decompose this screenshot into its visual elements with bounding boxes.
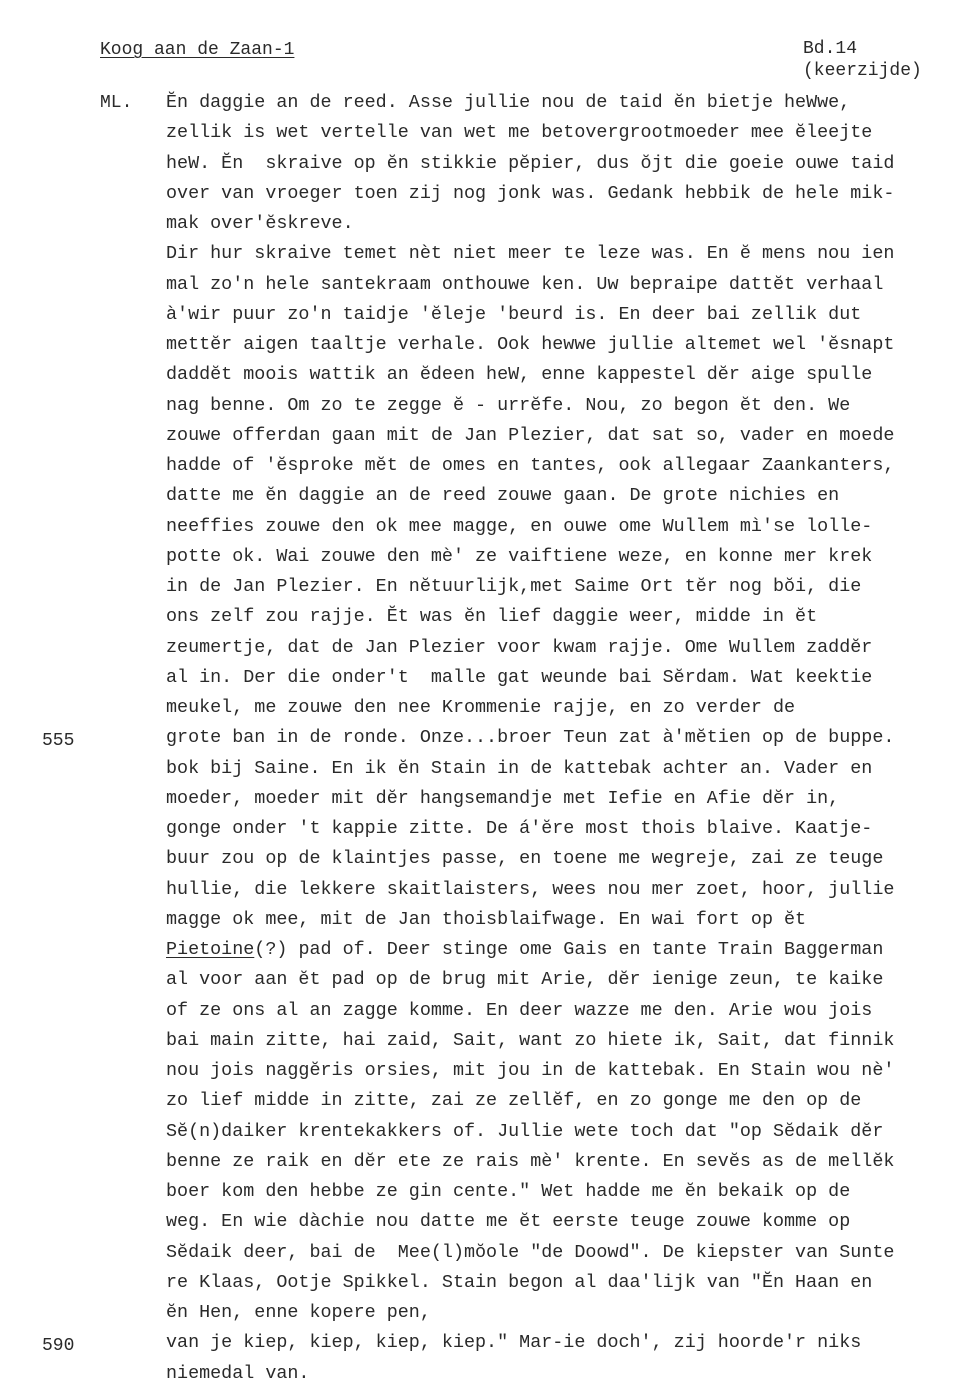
transcript-line: in de Jan Plezier. En nĕtuurlijk,met Saime Ort tĕr nog bŏi, die: [166, 576, 862, 597]
transcript-line: nag benne. Om zo te zegge ĕ - urrĕfe. Nou, zo begon ĕt den. We: [166, 394, 851, 416]
transcript-line: mettĕr aigen taaltje verhale. Ook hewwe jullie altemet wel 'ĕsnapt: [166, 334, 895, 355]
document-title: Koog aan de Zaan-1: [100, 40, 295, 60]
transcript-line: Sĕ(n)daiker krentekakkers of. Jullie wete toch dat "op Sĕdaik dĕr: [166, 1120, 884, 1142]
reference-side: (keerzijde): [803, 61, 922, 81]
transcript-line: zouwe offerdan gaan mit de Jan Plezier, dat sat so, vader en moede: [166, 424, 895, 446]
transcript-body: [166, 91, 979, 1392]
transcript-line: moeder, moeder mit dĕr hangsemandje met Iefie en Afie dĕr in,: [166, 787, 840, 809]
transcript-line: hadde of 'ĕsproke mĕt de omes en tantes, ook allegaar Zaankanters,: [166, 455, 895, 476]
transcript-line: hullie, die lekkere skaitlaisters, wees nou mer zoet, hoor, jullie: [166, 878, 895, 900]
transcript-line: over van vroeger toen zij nog jonk was. Gedank hebbik de hele mik-: [166, 182, 895, 204]
transcript-line: nou jois naggĕris orsies, mit jou in de kattebak. En Stain wou nè': [166, 1060, 895, 1081]
transcript-line: re Klaas, Ootje Spikkel. Stain begon al daa'lijk van "Ĕn Haan en: [166, 1271, 873, 1293]
transcript-line: benne ze raik en dĕr ete ze rais mè' krente. En sevĕs as de mellĕk: [166, 1150, 895, 1172]
transcript-line: Sĕdaik deer, bai de Mee(l)mŏole "de Doowd". De kiepster van Sunte: [166, 1241, 895, 1263]
reference-volume: Bd.14: [803, 39, 858, 59]
transcript-line: ĕn Hen, enne kopere pen,: [166, 1302, 431, 1323]
transcript-line: magge ok mee, mit de Jan thoisblaifwage. En wai fort op ĕt: [166, 908, 807, 930]
transcript-line: ons zelf zou rajje. Ĕt was ĕn lief daggie weer, midde in ĕt: [166, 606, 818, 628]
transcript-line: grote ban in de ronde. Onze...broer Teun zat à'mĕtien op de buppe.: [166, 727, 895, 749]
transcript-line: datte me ĕn daggie an de reed zouwe gaan. De grote nichies en: [166, 485, 840, 507]
transcript-line: bai main zitte, hai zaid, Sait, want zo hiete ik, Sait, dat finnik: [166, 1029, 895, 1051]
document-reference: [803, 38, 922, 82]
margin-line-number: 555: [42, 731, 75, 751]
transcript-line: of ze ons al an zagge komme. En deer wazze me den. Arie wou jois: [166, 999, 873, 1021]
transcript-line: potte ok. Wai zouwe den mè' ze vaiftiene weze, en konne mer krek: [166, 545, 873, 567]
transcript-line: gonge onder 't kappie zitte. De á'ĕre most thois blaive. Kaatje-: [166, 818, 873, 839]
transcript-line: zellik is wet vertelle van wet me betovergrootmoeder mee ĕleejte: [166, 122, 873, 144]
transcript-line: zo lief midde in zitte, zai ze zellĕf, en zo gonge me den op de: [166, 1090, 862, 1112]
transcript-line: neeffies zouwe den ok mee magge, en ouwe ome Wullem mì'se lolle-: [166, 515, 873, 537]
transcript-line: mal zo'n hele santekraam onthouwe ken. Uw bepraipe dattĕt verhaal: [166, 273, 884, 295]
transcript-line: niemedal van.: [166, 1362, 310, 1384]
transcript-line: heW. Ĕn skraive op ĕn stikkie pĕpier, dus ŏjt die goeie ouwe taid: [166, 152, 895, 174]
transcript-line: mak over'ĕskreve.: [166, 213, 354, 234]
transcript-line: daddĕt moois wattik an ĕdeen heW, enne kappestel dĕr aige spulle: [166, 364, 873, 386]
transcript-line: meukel, me zouwe den nee Krommenie rajje, en zo verder de: [166, 697, 796, 718]
transcript-line: weg. En wie dàchie nou datte me ĕt eerste teuge zouwe komme op: [166, 1211, 851, 1233]
underlined-place-name: Pietoine: [166, 939, 255, 960]
transcript-line: Ĕn daggie an de reed. Asse jullie nou de taid ĕn bietje heWwe,: [166, 92, 851, 113]
transcript-line: à'wir puur zo'n taidje 'ĕleje 'beurd is. En deer bai zellik dut: [166, 303, 862, 325]
transcript-line: van je kiep, kiep, kiep, kiep." Mar-ie doch', zij hoorde'r niks: [166, 1332, 862, 1354]
transcript-line: bok bij Saine. En ik ĕn Stain in de kattebak achter an. Vader en: [166, 757, 873, 779]
transcript-line: buur zou op de klaintjes passe, en toene me wegreje, zai ze teuge: [166, 848, 884, 870]
transcript-line: Dir hur skraive temet nèt niet meer te leze was. En ĕ mens nou ien: [166, 243, 895, 265]
transcript-line: al in. Der die onder't malle gat weunde bai Sĕrdam. Wat keektie: [166, 666, 873, 688]
transcript-line: boer kom den hebbe ze gin cente." Wet hadde me ĕn bekaik op de: [166, 1181, 851, 1202]
transcript-line: zeumertje, dat de Jan Plezier voor kwam rajje. Ome Wullem zaddĕr: [166, 636, 873, 658]
transcript-line: Pietoine(?) pad of. Deer stinge ome Gais en tante Train Baggerman: [166, 939, 884, 960]
speaker-label: ML.: [100, 93, 133, 113]
transcript-line: al voor aan ĕt pad op de brug mit Arie, dĕr ienige zeun, te kaike: [166, 969, 884, 991]
margin-line-number: 590: [42, 1336, 75, 1356]
